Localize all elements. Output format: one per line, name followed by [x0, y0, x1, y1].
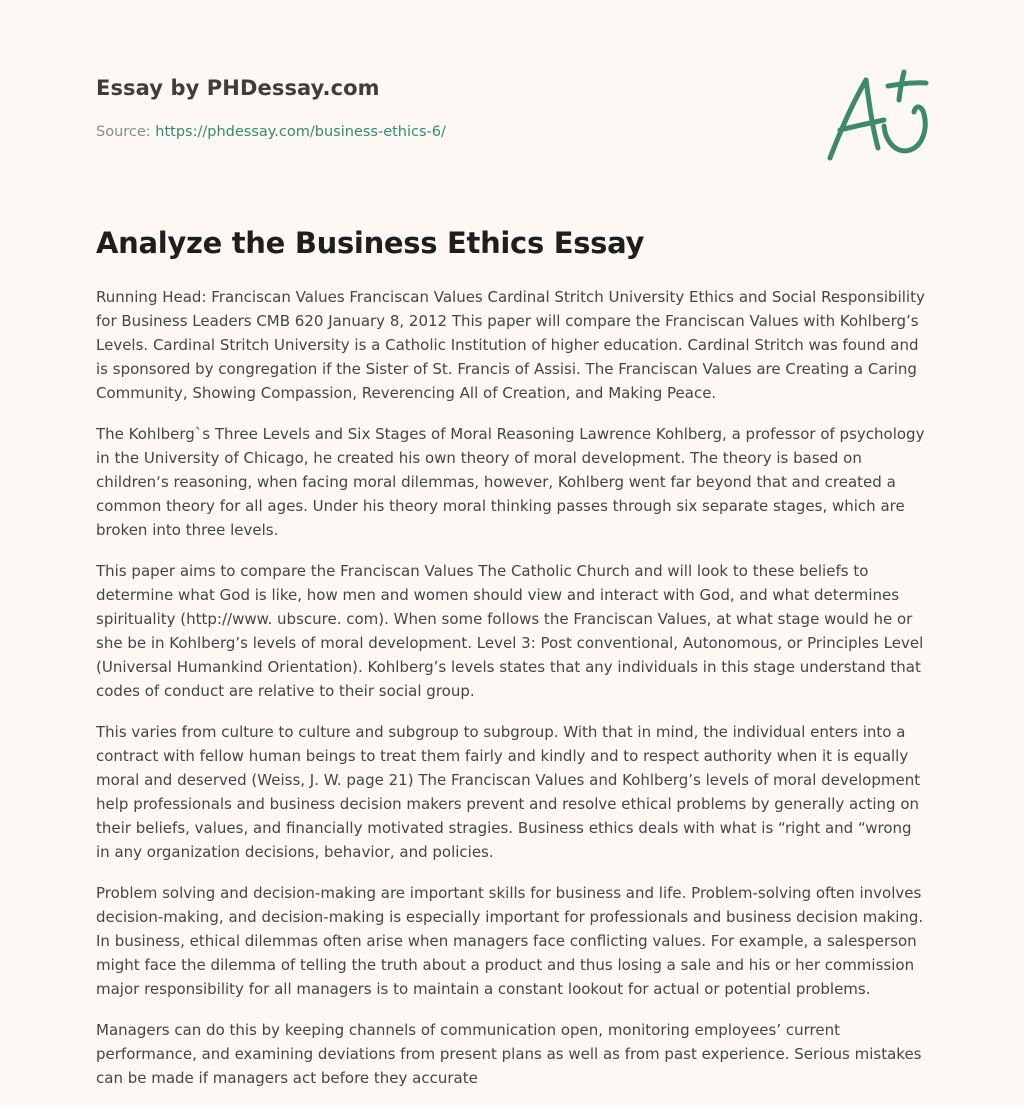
essay-paragraph: This paper aims to compare the Franciscan Values The Catholic Church and will look to these beliefs to determine what God is like, how men and women should view and interact with God, and what determines spirituality (http://www. ubscure. com). When some follows the Franciscan Values, at what stage would he or she be in Kohlberg’s levels of moral development. Level 3: Post conventional, Autonomous, or Principles Level (Universal Humankind Orientation). Kohlberg’s levels states that any individuals in this stage understand that codes of conduct are relative to their social group.: [96, 562, 924, 700]
essay-paragraph: The Kohlberg`s Three Levels and Six Stages of Moral Reasoning Lawrence Kohlberg, a professor of psychology in the University of Chicago, he created his own theory of moral development. The theory is based on children‘s reasoning, when facing moral dilemmas, however, Kohlberg went far beyond that and created a common theory for all ages. Under his theory moral thinking passes through six separate stages, which are broken into three levels.: [96, 425, 925, 539]
source-link[interactable]: https://phdessay.com/business-ethics-6/: [155, 124, 446, 140]
essay-paragraph: This varies from culture to culture and subgroup to subgroup. With that in mind, the individual enters into a contract with fellow human beings to treat them fairly and kindly and to respect authority when it is equally moral and deserved (Weiss, J. W. page 21) The Franciscan Values and Kohlberg’s levels of moral development help professionals and business decision makers prevent and resolve ethical problems by generally acting on their beliefs, values, and financially motivated stragies. Business ethics deals with what is “right and “wrong in any organization decisions, behavior, and policies.: [96, 723, 921, 861]
source-label: Source:: [96, 124, 156, 140]
essay-title: Analyze the Business Ethics Essay: [96, 226, 645, 260]
source-line: [96, 124, 446, 140]
a-plus-logo-icon: [826, 68, 930, 164]
site-brand: Essay by PHDessay.com: [96, 76, 380, 100]
essay-body: [96, 285, 926, 1107]
essay-paragraph: Managers can do this by keeping channels of communication open, monitoring employees’ current performance, and examining deviations from present plans as well as from past experience. Serious mistakes can be made if managers act before they accurate: [96, 1021, 922, 1087]
essay-paragraph: Running Head: Franciscan Values Franciscan Values Cardinal Stritch University Ethics and Social Responsibility for Business Leaders CMB 620 January 8, 2012 This paper will compare the Franciscan Values with Kohlberg’s Levels. Cardinal Stritch University is a Catholic Institution of higher education. Cardinal Stritch was found and is sponsored by congregation if the Sister of St. Francis of Assisi. The Franciscan Values are Creating a Caring Community, Showing Compassion, Reverencing All of Creation, and Making Peace.: [96, 288, 925, 402]
essay-paragraph: Problem solving and decision-making are important skills for business and life. Problem-solving often involves decision-making, and decision-making is especially important for professionals and business decision making. In business, ethical dilemmas often arise when managers face conflicting values. For example, a salesperson might face the dilemma of telling the truth about a product and thus losing a sale and his or her commission major responsibility for all managers is to maintain a constant lookout for actual or potential problems.: [96, 884, 924, 998]
